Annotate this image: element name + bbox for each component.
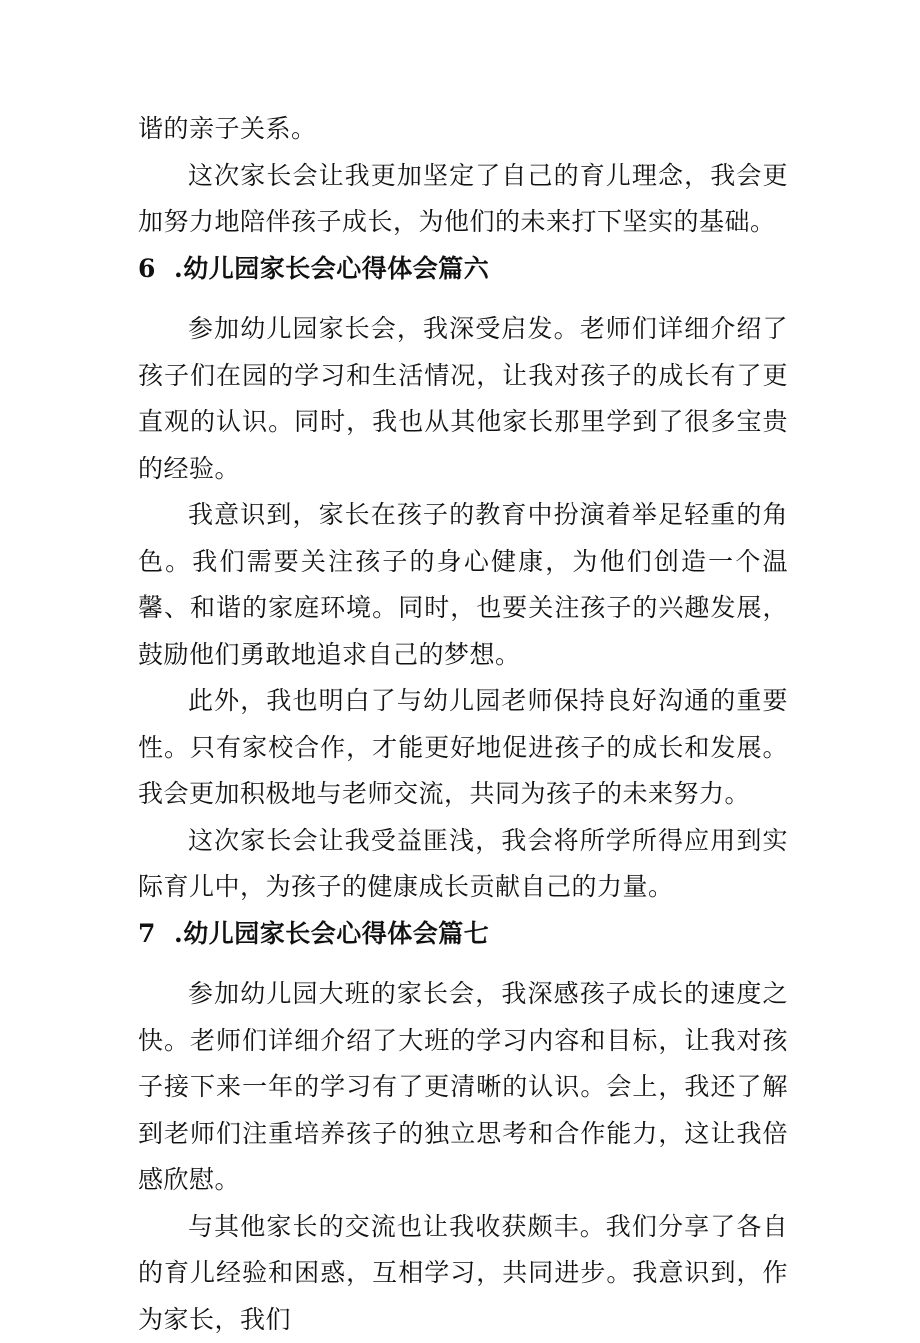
section-heading-7: [138, 911, 788, 972]
section6-paragraph-1: 参加幼儿园家长会，我深受启发。老师们详细介绍了孩子们在园的学习和生活情况，让我对孩子的成长有了更直观的认识。同时，我也从其他家长那里学到了很多宝贵的经验。: [138, 306, 788, 492]
section7-paragraph-1: 参加幼儿园大班的家长会，我深感孩子成长的速度之快。老师们详细介绍了大班的学习内容和目标，让我对孩子接下来一年的学习有了更清晰的认识。会上，我还了解到老师们注重培养孩子的独立思考和合作能力，这让我倍感欣慰。: [138, 971, 788, 1204]
section-title: .幼儿园家长会心得体会篇六: [174, 254, 489, 283]
section-title: .幼儿园家长会心得体会篇七: [174, 919, 489, 948]
section5-closing-paragraph: 这次家长会让我更加坚定了自己的育儿理念，我会更加努力地陪伴孩子成长，为他们的未来打下坚实的基础。: [138, 153, 788, 246]
section-number: 7: [138, 911, 174, 958]
section-number: 6: [138, 246, 174, 293]
section7-paragraph-2: 与其他家长的交流也让我收获颇丰。我们分享了各自的育儿经验和困惑，互相学习，共同进步。我意识到，作为家长，我们: [138, 1204, 788, 1343]
continuation-paragraph: 谐的亲子关系。: [138, 106, 788, 153]
document-body: [138, 106, 788, 1343]
section6-paragraph-4: 这次家长会让我受益匪浅，我会将所学所得应用到实际育儿中，为孩子的健康成长贡献自己的力量。: [138, 818, 788, 911]
section6-paragraph-3: 此外，我也明白了与幼儿园老师保持良好沟通的重要性。只有家校合作，才能更好地促进孩子的成长和发展。我会更加积极地与老师交流，共同为孩子的未来努力。: [138, 678, 788, 818]
section6-paragraph-2: 我意识到，家长在孩子的教育中扮演着举足轻重的角色。我们需要关注孩子的身心健康，为他们创造一个温馨、和谐的家庭环境。同时，也要关注孩子的兴趣发展，鼓励他们勇敢地追求自己的梦想。: [138, 492, 788, 678]
section-heading-6: [138, 246, 788, 307]
